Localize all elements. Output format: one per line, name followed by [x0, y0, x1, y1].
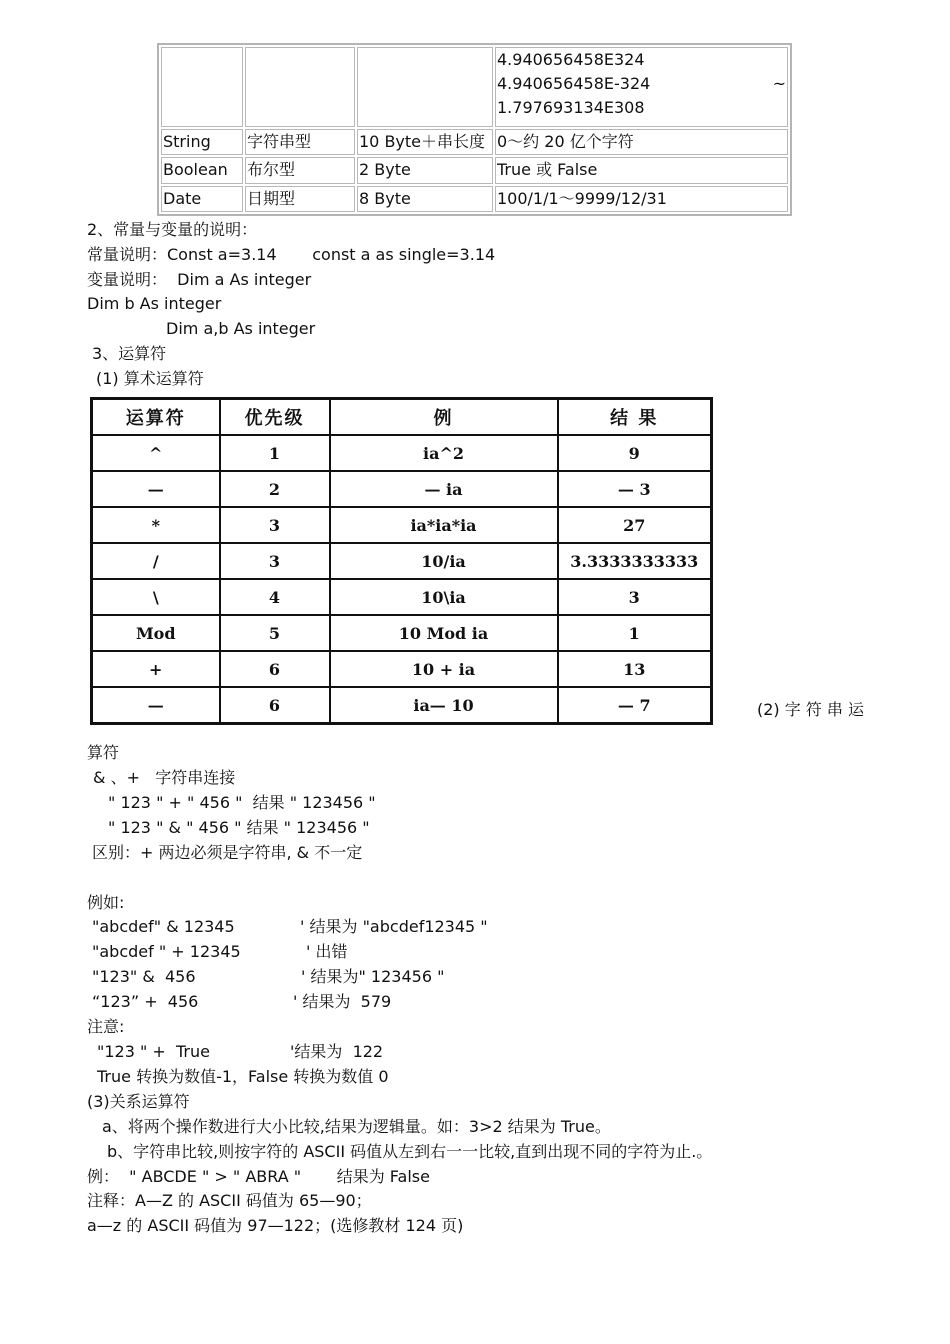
- table-cell: +: [92, 651, 220, 687]
- table-header-row: [92, 399, 712, 436]
- table-cell: ia— 10: [330, 687, 558, 724]
- table-cell: 1: [558, 615, 712, 651]
- table-cell: 27: [558, 507, 712, 543]
- table-cell: 10 Mod ia: [330, 615, 558, 651]
- table-cell: [161, 47, 243, 127]
- range-line: 1.797693134E308: [497, 98, 645, 117]
- table-cell: 13: [558, 651, 712, 687]
- table-row: [92, 615, 712, 651]
- concat-description: & 、+ 字符串连接: [93, 768, 236, 787]
- table-cell: —: [92, 687, 220, 724]
- section-heading: 2、常量与变量的说明：: [87, 220, 258, 239]
- ascii-note: 注释：A—Z 的 ASCII 码值为 65—90；: [87, 1191, 372, 1210]
- table-cell: — 7: [558, 687, 712, 724]
- table-cell: 6: [220, 651, 330, 687]
- table-cell: 8 Byte: [357, 186, 493, 212]
- table-cell: 1: [220, 435, 330, 471]
- table-cell: 10 Byte＋串长度: [357, 129, 493, 155]
- table-cell: 3.3333333333: [558, 543, 712, 579]
- table-cell: — ia: [330, 471, 558, 507]
- table-row: [161, 129, 788, 155]
- table-cell: 9: [558, 435, 712, 471]
- data-type-table: [157, 43, 792, 216]
- subsection-heading: (2) 字 符 串 运: [757, 700, 865, 719]
- var-declaration: Dim b As integer: [87, 294, 222, 313]
- subsection-heading: (3)关系运算符: [87, 1092, 190, 1111]
- table-cell: ^: [92, 435, 220, 471]
- table-cell: 5: [220, 615, 330, 651]
- relational-point-b: b、字符串比较,则按字符的 ASCII 码值从左到右一一比较,直到出现不同的字符为止.。: [107, 1142, 713, 1161]
- table-cell: Boolean: [161, 157, 243, 183]
- relational-example: 例： " ABCDE " > " ABRA " 结果为 False: [87, 1167, 430, 1186]
- var-declaration: 变量说明： Dim a As integer: [87, 270, 312, 289]
- table-cell: — 3: [558, 471, 712, 507]
- column-header: 运算符: [92, 399, 220, 436]
- table-cell: 字符串型: [245, 129, 355, 155]
- table-row: [161, 157, 788, 183]
- const-declaration: 常量说明：Const a=3.14 const a as single=3.14: [87, 245, 496, 264]
- table-cell: 10/ia: [330, 543, 558, 579]
- note-heading: 注意:: [87, 1017, 125, 1036]
- range-value: 4.940656458E-324: [497, 74, 651, 93]
- table-cell: 4: [220, 579, 330, 615]
- table-cell: /: [92, 543, 220, 579]
- table-cell: ia^2: [330, 435, 558, 471]
- ascii-note: a—z 的 ASCII 码值为 97—122；(选修教材 124 页): [87, 1216, 464, 1235]
- table-cell: 100/1/1～9999/12/31: [495, 186, 788, 212]
- table-cell: Mod: [92, 615, 220, 651]
- table-row: [92, 651, 712, 687]
- table-cell: 3: [220, 543, 330, 579]
- column-header: 优先级: [220, 399, 330, 436]
- table-cell: *: [92, 507, 220, 543]
- column-header: 例: [330, 399, 558, 436]
- conversion-note: True 转换为数值-1，False 转换为数值 0: [97, 1067, 389, 1086]
- table-cell: 2: [220, 471, 330, 507]
- var-declaration: Dim a,b As integer: [166, 319, 316, 338]
- table-cell: 10 + ia: [330, 651, 558, 687]
- column-header: 结 果: [558, 399, 712, 436]
- example-result: ' 结果为" 123456 ": [301, 967, 445, 986]
- range-tilde: ~: [772, 74, 786, 93]
- table-cell: 3: [220, 507, 330, 543]
- arithmetic-operator-table: [90, 397, 713, 725]
- table-cell: [357, 47, 493, 127]
- example-code: "123" & 456: [92, 967, 196, 986]
- table-cell: 6: [220, 687, 330, 724]
- example-code: "abcdef " + 12345: [92, 942, 241, 961]
- subsection-heading: (1) 算术运算符: [96, 369, 204, 388]
- range-line: [497, 72, 786, 96]
- table-cell: ia*ia*ia: [330, 507, 558, 543]
- table-cell: 2 Byte: [357, 157, 493, 183]
- note-result: '结果为 122: [290, 1042, 384, 1061]
- example-result: ' 结果为 "abcdef12345 ": [300, 917, 488, 936]
- table-cell: 3: [558, 579, 712, 615]
- relational-point-a: a、将两个操作数进行大小比较,结果为逻辑量。如：3>2 结果为 True。: [102, 1117, 611, 1136]
- section-heading: 3、运算符: [92, 344, 167, 363]
- table-cell: True 或 False: [495, 157, 788, 183]
- table-cell: 10\ia: [330, 579, 558, 615]
- table-cell: String: [161, 129, 243, 155]
- table-cell: \: [92, 579, 220, 615]
- table-row: [92, 579, 712, 615]
- range-cell: [495, 47, 788, 127]
- table-cell: Date: [161, 186, 243, 212]
- table-row: [92, 471, 712, 507]
- example-line: " 123 " & " 456 " 结果 " 123456 ": [108, 818, 370, 837]
- table-cell: —: [92, 471, 220, 507]
- range-line: 4.940656458E324: [497, 50, 645, 69]
- table-cell: 布尔型: [245, 157, 355, 183]
- note-code: "123 " + True: [97, 1042, 210, 1061]
- table-row: [92, 435, 712, 471]
- table-row: [161, 47, 788, 127]
- example-result: ' 出错: [306, 942, 348, 961]
- table-row: [161, 186, 788, 212]
- table-row: [92, 543, 712, 579]
- examples-heading: 例如:: [87, 893, 125, 912]
- table-row: [92, 507, 712, 543]
- example-line: " 123 " + " 456 " 结果 " 123456 ": [108, 793, 376, 812]
- table-row: [92, 687, 712, 724]
- example-code: "abcdef" & 12345: [92, 917, 235, 936]
- table-cell: 0～约 20 亿个字符: [495, 129, 788, 155]
- example-result: ' 结果为 579: [293, 992, 392, 1011]
- example-code: “123” + 456: [92, 992, 199, 1011]
- subsection-heading-cont: 算符: [87, 743, 120, 762]
- table-cell: [245, 47, 355, 127]
- difference-note: 区别：+ 两边必须是字符串, & 不一定: [92, 843, 363, 862]
- table-cell: 日期型: [245, 186, 355, 212]
